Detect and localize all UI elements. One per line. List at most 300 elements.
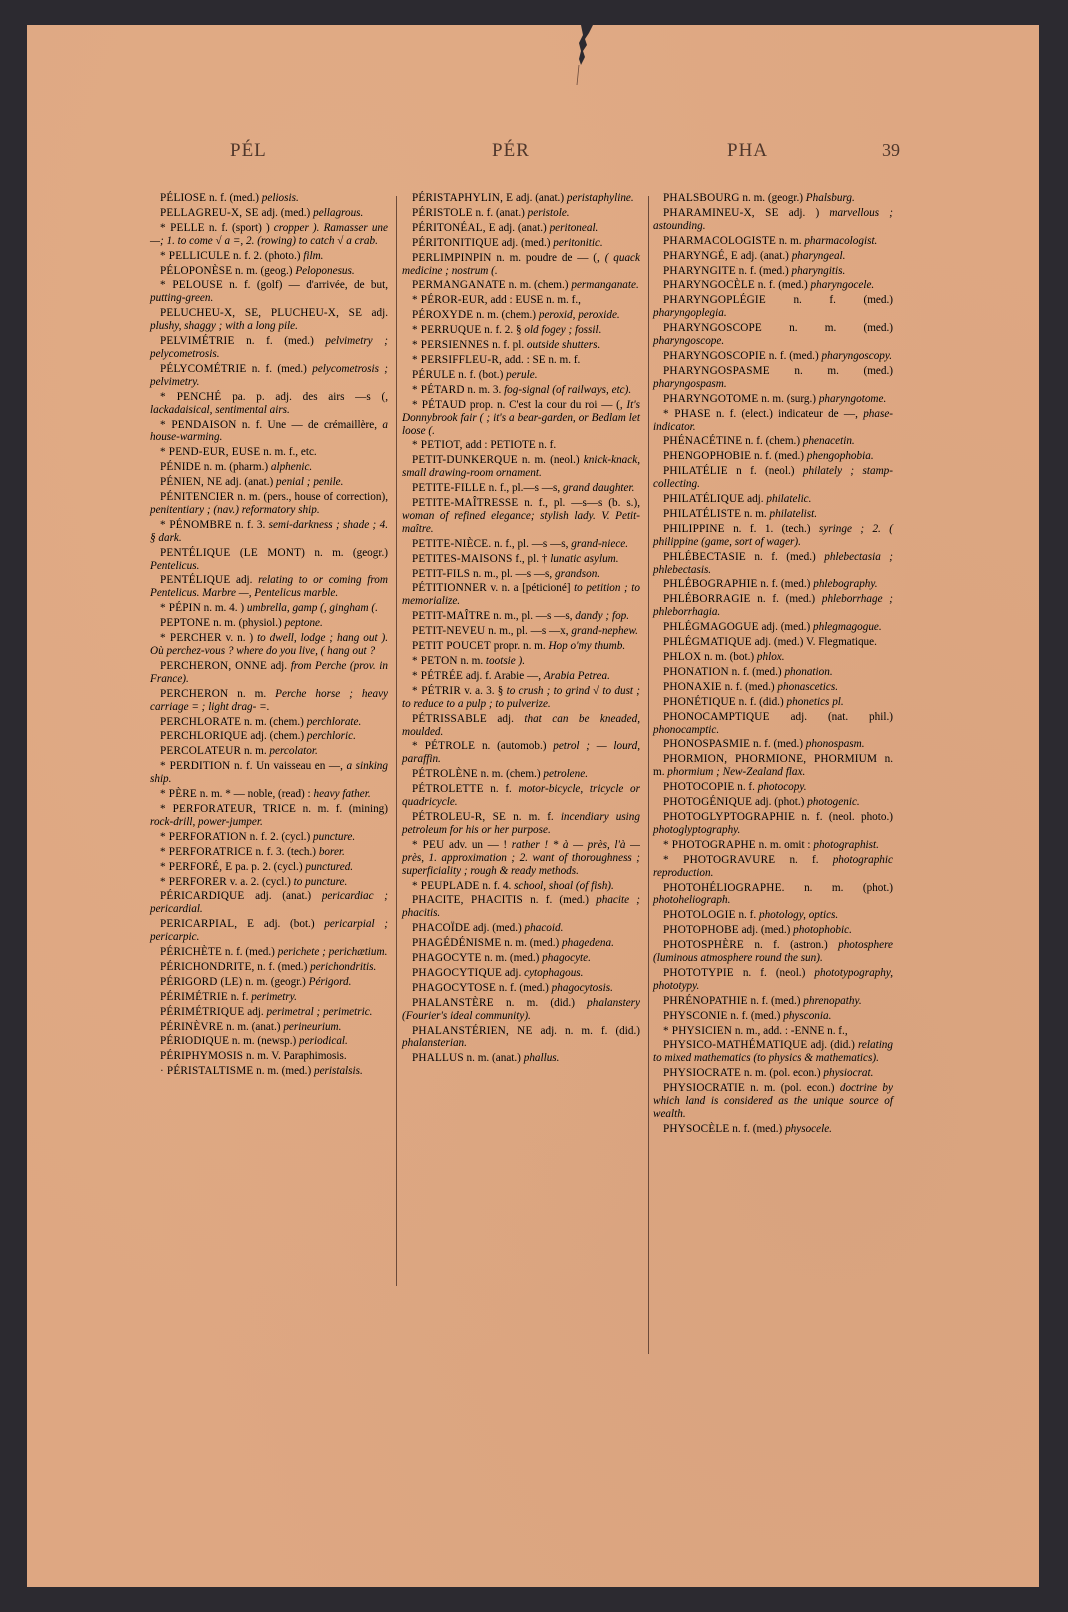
grammar-note: pa. p. 2. (cycl.) (232, 860, 306, 873)
headword: PÉTROLÈNE (412, 768, 478, 781)
headword: PERCHLORIQUE (160, 730, 248, 743)
translation: grand-nephew. (571, 625, 638, 638)
headword: PHILATÉLIE (663, 465, 728, 478)
dictionary-entry (653, 753, 893, 779)
grammar-note: n. f. (did.) (735, 695, 787, 708)
translation: perchloric. (306, 730, 356, 743)
translation: pharyngoscopy. (821, 349, 893, 362)
grammar-note: n. f. pl. (489, 339, 527, 352)
translation: fog-signal (of railways, etc). (504, 383, 632, 396)
dictionary-entry (653, 508, 893, 521)
dictionary-entry (653, 1082, 893, 1121)
headword: PELUCHEU-X, SE, PLUCHEU-X, SE (160, 307, 363, 320)
translation: peptone. (284, 617, 323, 630)
translation: tootsie ). (485, 655, 526, 667)
translation: phlebography. (813, 578, 878, 591)
translation: to petition ; to memorialize. (402, 582, 640, 608)
dictionary-entry (402, 553, 640, 566)
grammar-note: v. n. ) (221, 632, 258, 645)
grammar-note: n. f. 3. (231, 518, 269, 531)
grammar-note: n. f. 4. (479, 879, 515, 892)
translation: percolator. (269, 745, 318, 758)
grammar-note: adj. (med.) (258, 206, 314, 219)
grammar-note: n. f. (neol.) (733, 966, 815, 979)
translation: physiocrat. (823, 1067, 874, 1080)
headword: * PELLICULE (160, 249, 231, 262)
translation: lunatic asylum. (550, 552, 619, 565)
headword: * PHOTOGRAVURE (663, 853, 776, 866)
dictionary-entry (150, 991, 388, 1004)
dictionary-entry (653, 192, 893, 205)
headword: * PÉTRIR (412, 684, 461, 697)
grammar-note: n. m. (surg.) (758, 392, 819, 405)
headword: PHARYNGOSCOPIE (663, 349, 766, 362)
headword: PHARMACOLOGISTE (663, 234, 777, 247)
headword: PÉTROLEU-R, SE (412, 810, 507, 823)
dictionary-entry (150, 617, 388, 630)
translation: phagedena. (562, 937, 614, 950)
translation: punctured. (305, 860, 354, 873)
headword: PHYSIOCRATE (663, 1067, 742, 1080)
headword: PHAGÉDÉNISME (412, 937, 502, 950)
translation: phalansterian. (402, 1037, 467, 1050)
grammar-note: n. f. (med.) (496, 981, 552, 994)
grammar-note: n. m. (med.) (761, 322, 893, 335)
translation: heavy father. (313, 788, 371, 801)
headword: PHAGOCYTIQUE (412, 966, 503, 979)
grammar-note: n. m. f. (mining) (296, 802, 388, 815)
grammar-note: n. f., pl. —s —s, (491, 537, 572, 550)
headword: * PELLE (160, 221, 205, 234)
translation: photoglyptography. (653, 823, 741, 836)
dictionary-entry (402, 839, 640, 878)
grammar-note: n. f. (med.) (234, 335, 326, 348)
dictionary-entry (402, 811, 640, 837)
headword: * PERRUQUE (412, 324, 482, 337)
headword: PHLÉBORRAGIE (663, 593, 751, 606)
dictionary-entry (150, 519, 388, 545)
translation: knick-knack, small drawing-room ornament. (402, 454, 640, 480)
dictionary-entry (653, 1123, 893, 1136)
running-head-left: PÉL (230, 140, 267, 161)
dictionary-entry (402, 982, 640, 995)
dictionary-entry (402, 685, 640, 711)
translation: Hop o'my thumb. (548, 640, 626, 653)
translation: phleborrhage ; phleborrhagia. (653, 593, 893, 619)
grammar-note: n. f. (med.) (729, 1122, 786, 1135)
dictionary-entry (402, 1052, 640, 1065)
headword: PHYSIOCRATIE (663, 1082, 745, 1095)
grammar-note: n. m. (chem.) (477, 768, 544, 781)
translation: penial ; penile. (276, 476, 344, 489)
translation: phacite ; phacitis. (402, 894, 640, 920)
translation: perimetry. (251, 990, 297, 1003)
dictionary-entry (402, 894, 640, 920)
translation: Peloponesus. (295, 264, 355, 277)
dictionary-entry (402, 192, 640, 205)
dictionary-entry (653, 882, 893, 908)
grammar-note: n. m. (741, 507, 770, 520)
translation: Arabia Petrea. (543, 669, 610, 682)
grammar-note: n. m. (geogr.) (739, 192, 806, 204)
translation: phrenopathy. (803, 994, 862, 1007)
headword: * PERDITION (160, 760, 231, 773)
translation: pharyngeal. (791, 249, 846, 262)
headword: * PHASE (663, 407, 711, 420)
headword: * PÉPIN (160, 602, 201, 615)
dictionary-entry (653, 265, 893, 278)
headword: PÉTRISSABLE (412, 712, 487, 725)
grammar-note: n. f. (med.) (522, 894, 597, 907)
headword: PÉRIODIQUE (160, 1035, 230, 1048)
dictionary-entry (150, 602, 388, 615)
grammar-note: n. f. (med.) (754, 279, 811, 292)
grammar-note: n. f. (sport) ) (204, 221, 274, 234)
translation: to dwell, lodge ; hang out ). Où perchez-vous ? where do you live, ( hang out ? (150, 632, 389, 657)
dictionary-entry (402, 640, 640, 653)
grammar-note: adj. (502, 966, 525, 979)
headword: PETIT-MAÎTRE (412, 610, 491, 623)
grammar-note: n. f. (neol. photo.) (794, 810, 893, 823)
dictionary-entry (653, 593, 893, 619)
grammar-note: adj. (362, 307, 388, 320)
headword: * PÉNOMBRE (160, 518, 232, 531)
dictionary-entry (402, 783, 640, 809)
translation: cropper ). Ramasser une —; 1. to come √ a =, 2. (rowing) to catch √ a crab. (150, 221, 388, 247)
grammar-note: n. f. (med.) (750, 593, 822, 606)
translation: film. (303, 249, 324, 262)
dictionary-entry (150, 574, 388, 600)
grammar-note: n. f. (735, 909, 759, 922)
grammar-note: adv. un — ! (444, 838, 512, 851)
headword: PHALSBOURG (663, 192, 740, 204)
grammar-note: n. m. (newsp.) (229, 1035, 300, 1048)
dictionary-entry (402, 439, 640, 452)
translation: phototypography, phototypy. (653, 966, 893, 992)
headword: PHOTOHÉLIOGRAPHE. (663, 881, 785, 894)
headword: * PERFORATRICE (160, 845, 253, 858)
dictionary-entry (653, 235, 893, 248)
grammar-note: adj. n. m. f. (did.) (532, 1024, 640, 1037)
grammar-note: n. m. (med.) (253, 1065, 314, 1078)
translation: pelycometrosis ; pelvimetry. (150, 362, 388, 388)
headword: PERCOLATEUR (160, 745, 242, 758)
grammar-note: adj. (med.) V. Flegmatique. (751, 636, 877, 649)
translation: marvellous ; astounding. (653, 206, 893, 232)
headword: PETITE-FILLE (412, 482, 486, 495)
headword: PÉRISTOLE (412, 206, 473, 219)
dictionary-entry (653, 854, 893, 880)
headword: PETITE-MAÎTRESSE (412, 497, 519, 510)
dictionary-entry (402, 399, 640, 438)
headword: * PEND-EUR, EUSE (160, 446, 261, 459)
headword: PHARYNGOTOME (663, 392, 759, 405)
grammar-note: n. m. (bot.) (701, 651, 757, 663)
grammar-note: n. f. (med.) (750, 738, 806, 751)
headword: PÉLYCOMÉTRIE (160, 362, 247, 375)
grammar-note: n. f. (med.) (222, 946, 278, 959)
headword: PHLÉGMAGOGUE (663, 621, 759, 634)
headword: PERLIMPINPIN (412, 251, 492, 264)
dictionary-entry (150, 803, 388, 829)
headword: PÉROXYDE (412, 309, 474, 322)
grammar-note: adj. (chem.) (247, 730, 307, 743)
translation: phagocytosis. (551, 981, 613, 994)
headword: PHLOX (663, 651, 702, 663)
translation: dandy ; fop. (575, 610, 630, 623)
dictionary-entry (150, 419, 388, 445)
translation: plushy, shaggy ; with a long pile. (150, 320, 298, 333)
grammar-note: adj. (230, 574, 259, 587)
grammar-note: n. f. 2. (photo.) (230, 249, 304, 262)
translation: pericarpial ; pericarpic. (150, 918, 388, 944)
grammar-note: n. f. 2. § (481, 324, 525, 337)
headword: PÉLIOSE (160, 192, 207, 204)
column-divider (648, 196, 649, 1354)
grammar-note: n. f. Un vaisseau en —, (230, 760, 347, 773)
translation: lackadaisical, sentimental airs. (150, 403, 290, 416)
headword: PERCHERON, ONNE (160, 659, 267, 672)
grammar-note: adj. (anat.) (495, 221, 550, 234)
grammar-note: n. f. (775, 853, 833, 866)
translation: that can be kneaded, moulded. (402, 712, 641, 738)
headword: PHOTOGLYPTOGRAPHIE (663, 810, 795, 823)
headword: * PÉTRÉE (412, 669, 464, 682)
translation: a sinking ship. (150, 760, 388, 786)
grammar-note: n. f. (anat.) (472, 206, 528, 219)
dictionary-entry (402, 222, 640, 235)
dictionary-entry (150, 716, 388, 729)
headword: PHARYNGÉ, E (663, 249, 738, 262)
headword: PHLÉGMATIQUE (663, 636, 752, 649)
translation: perichondritis. (310, 960, 377, 973)
headword: PHOTOSPHÈRE (663, 939, 744, 952)
dictionary-entry (402, 922, 640, 935)
headword: * PENCHÉ (160, 390, 222, 403)
dictionary-entry (402, 952, 640, 965)
translation: pericardiac ; pericardial. (150, 890, 388, 916)
dictionary-entry (402, 582, 640, 608)
headword: PERCHLORATE (160, 715, 242, 728)
dictionary-entry (653, 1010, 893, 1023)
grammar-note: n. f. (med.) (727, 1009, 784, 1022)
grammar-note: n. f. (bot.) (455, 368, 507, 381)
headword: PHRÉNOPATHIE (663, 994, 748, 1007)
dictionary-entry (653, 322, 893, 348)
dictionary-entry (150, 946, 388, 959)
grammar-note: adj. (med.) (758, 621, 814, 634)
headword: PHÉNACÉTINE (663, 435, 743, 448)
headword: PERCHERON (160, 687, 229, 700)
grammar-note: v. a. 3. § (460, 684, 507, 697)
grammar-note: n. m. (anat.) (463, 1052, 524, 1065)
grammar-note: n. m. (pol. econ.) (744, 1082, 840, 1095)
grammar-note: n. m. (geogr.) (242, 975, 309, 988)
translation: perule. (506, 368, 538, 381)
grammar-note: f., pl. † (512, 552, 551, 565)
headword: PHARYNGITE (663, 264, 736, 277)
dictionary-entry (653, 738, 893, 751)
grammar-note: n. f. (med.) (757, 578, 814, 591)
dictionary-entry (150, 307, 388, 333)
translation: phonascetics. (777, 680, 838, 693)
translation: peristalsis. (313, 1065, 363, 1078)
translation: Phalsburg. (805, 192, 855, 204)
translation: phengophobia. (806, 450, 874, 463)
translation: borer. (318, 845, 345, 858)
dictionary-entry (653, 696, 893, 709)
grammar-note: adj. (244, 1005, 267, 1018)
headword: * PERCHER (160, 632, 222, 645)
grammar-note: n. f. (elect.) indicateur de —, (710, 407, 864, 420)
grammar-note: n f. (neol.) (727, 465, 803, 478)
headword: PHYSCONIE (663, 1009, 728, 1022)
headword: PHACOÏDE (412, 922, 471, 935)
headword: PHOTOCOPIE (663, 781, 735, 794)
grammar-note: n. f. (med.) (765, 349, 822, 362)
translation: to crush ; to grind √ to dust ; to reduce to a pulp ; to pulverize. (402, 684, 640, 710)
grammar-note: n. m. (776, 234, 805, 247)
grammar-note: n. f. (med.) (765, 294, 893, 307)
translation: umbrella, gamp (, gingham (. (246, 602, 378, 615)
headword: * PERFORATION (160, 830, 247, 843)
translation: relating to or coming from Pentelicus. Marbre —, Pentelicus marble. (150, 574, 388, 600)
headword: * PÉROR-EUR, (412, 294, 488, 307)
dictionary-entry (653, 450, 893, 463)
dictionary-entry (653, 781, 893, 794)
grammar-note: n. m. (chem.) (241, 715, 307, 728)
grammar-note: n. f. (astron.) (743, 939, 839, 952)
dictionary-entry (150, 391, 388, 417)
dictionary-entry (402, 252, 640, 278)
dictionary-entry (653, 523, 893, 549)
translation: pharyngocele. (810, 279, 875, 292)
grammar-note: prop. n. C'est la cour du roi — (, (466, 398, 627, 411)
translation: syringe ; 2. ( philippine (game, sort of wager). (653, 522, 894, 548)
translation: incendiary using petroleum for his or her purpose. (402, 810, 640, 836)
dictionary-entry (653, 551, 893, 577)
dictionary-entry (150, 265, 388, 278)
grammar-note: n. f. 1. (tech.) (724, 522, 819, 535)
headword: PETITES-MAISONS (412, 552, 513, 565)
headword: PHONOSPASMIE (663, 738, 751, 751)
translation: peritonitic. (553, 236, 603, 249)
translation: pharyngospasm. (653, 377, 727, 390)
grammar-note: adj. (bot.) (254, 918, 325, 931)
dictionary-entry (150, 547, 388, 573)
dictionary-entry (150, 491, 388, 517)
grammar-note: n. m., pl. —s —x, (485, 625, 572, 638)
translation: school, shoal (of fish). (514, 879, 614, 892)
grammar-note: v. a. 2. (cycl.) (226, 875, 294, 888)
translation: photographist. (813, 838, 879, 851)
headword: PHLÉBECTASIE (663, 550, 746, 563)
dictionary-entry (150, 876, 388, 889)
translation: woman of refined elegance; stylish lady. V. Petit-maître. (402, 509, 640, 535)
dictionary-entry (402, 655, 640, 668)
headword: PÉNITENCIER (160, 491, 235, 504)
grammar-note: add : PETIOTE n. f. (462, 439, 557, 452)
dictionary-entry (653, 279, 893, 292)
headword: PETIT POUCET (412, 640, 491, 653)
headword: * PEUPLADE (412, 879, 480, 892)
grammar-note: adj. (anat.) (244, 890, 322, 903)
translation: pelvimetry ; pelycometrosis. (150, 335, 388, 360)
dictionary-entry (150, 1065, 388, 1078)
translation: penitentiary ; (nav.) reformatory ship. (150, 503, 320, 516)
dictionary-entry (150, 1050, 388, 1063)
headword: PERICARPIAL, E (160, 918, 255, 931)
dictionary-entry (150, 976, 388, 989)
dictionary-entry (653, 621, 893, 634)
grammar-note: n. f. (med.) (735, 264, 792, 277)
headword: PHARYNGOSCOPE (663, 322, 762, 335)
translation: photology, optics. (758, 909, 839, 922)
translation: It's Donnybrook fair ( ; it's a bear-garden, or Bedlam let loose (. (402, 398, 640, 437)
grammar-note: n. f. 2. (cycl.) (246, 830, 313, 843)
grammar-note: n. m. (pol. econ.) (741, 1067, 824, 1080)
translation: photographic reproduction. (653, 853, 893, 879)
translation: rather ! * à — près, l'à — près, 1. approximation ; 2. want of thoroughness ; superficiality ; rough & ready methods. (402, 838, 641, 877)
translation: a house-warming. (150, 418, 388, 444)
grammar-note: adj. ) (778, 206, 830, 219)
grammar-note: n. f. (med.) (747, 994, 804, 1007)
translation: Pentelicus. (150, 559, 200, 572)
headword: * PÈRE (160, 788, 197, 801)
headword: PENTÉLIQUE (160, 574, 231, 587)
dictionary-entry (653, 839, 893, 852)
translation: Perche horse ; heavy carriage = ; light drag- =. (150, 687, 388, 713)
grammar-note: n. m. (physiol.) (210, 617, 285, 630)
grammar-note: n. f. (golf) — d'arrivée, de but, (222, 279, 389, 292)
headword: PHARYNGOPLÉGIE (663, 294, 766, 307)
dictionary-entry (402, 610, 640, 623)
headword: PHORMION, PHORMIONE, PHORMIUM (663, 753, 878, 766)
dictionary-entry (402, 967, 640, 980)
translation: perineurium. (283, 1020, 342, 1033)
grammar-note: n. m. (geogr.) (305, 546, 388, 559)
dictionary-entry (653, 207, 893, 233)
dictionary-entry (402, 324, 640, 337)
grammar-note: n. m. (228, 687, 276, 700)
translation: phonocamptic. (653, 723, 720, 736)
dictionary-entry (653, 967, 893, 993)
headword: PÉLOPONÈSE (160, 264, 233, 277)
grammar-note: n. m. V. Paraphimosis. (243, 1050, 347, 1063)
translation: perichete ; perichætium. (277, 946, 388, 959)
dictionary-entry (653, 711, 893, 737)
translation: relating to mixed mathematics (to physics & mathematics). (653, 1039, 893, 1065)
headword: * PENDAISON (160, 418, 237, 431)
dictionary-entry (150, 476, 388, 489)
grammar-note: n. f., pl. —s—s (b. s.), (518, 497, 640, 510)
grammar-note: n. m. poudre de — (, (491, 251, 605, 264)
grammar-note: adj. (486, 712, 525, 725)
headword: PELVIMÉTRIE (160, 335, 235, 348)
translation: photoheliograph. (653, 894, 731, 907)
grammar-note: n. m. (med.) (481, 952, 543, 965)
dictionary-entry (150, 831, 388, 844)
grammar-note: n. m. (med.) (769, 364, 893, 377)
translation: photophobic. (793, 924, 852, 937)
grammar-note: n. f. (med.) (246, 362, 313, 375)
grammar-note: propr. n. m. (490, 640, 549, 653)
headword: PHARYNGOCÈLE (663, 279, 755, 292)
dictionary-entry (150, 918, 388, 944)
translation: phenacetin. (802, 435, 855, 448)
translation: pellagrous. (313, 206, 364, 219)
grammar-note: adj. f. Arabie —, (463, 669, 544, 682)
